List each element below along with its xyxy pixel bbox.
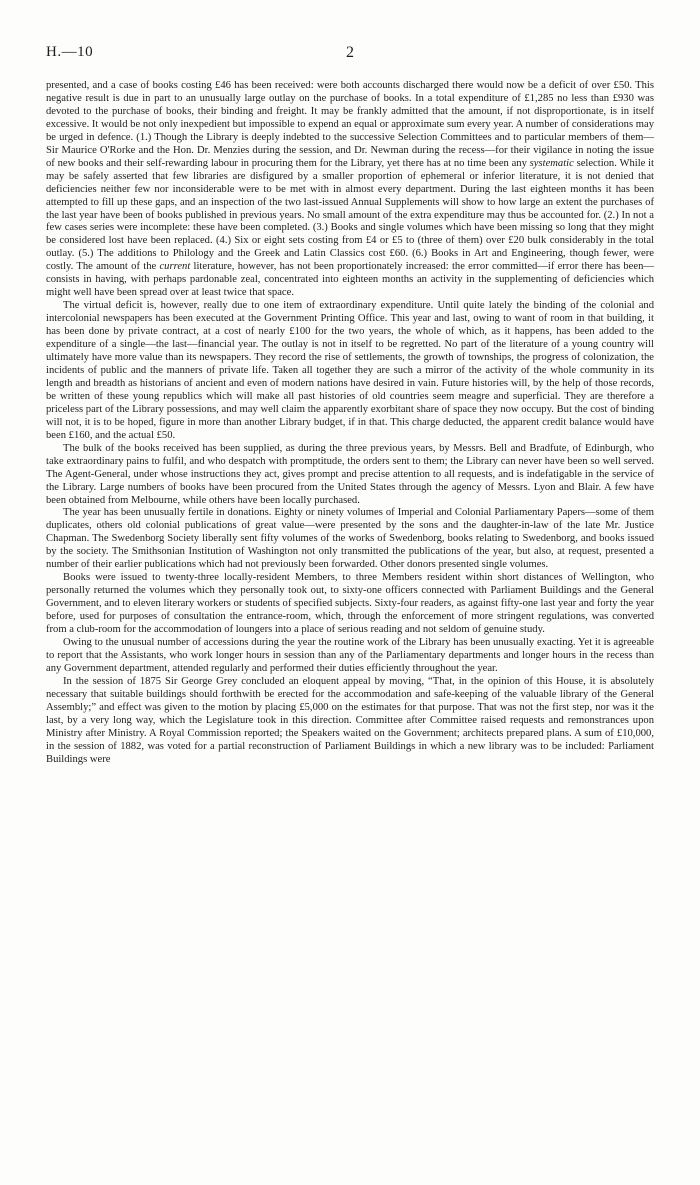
text-run: In the session of 1875 Sir George Grey concluded an eloquent appeal by moving, “That, in the opinion of this House, it is absolutely necessary that suitable buildings should forthwith be erected for the accommodation and safe-keeping of the valuable library of the General Assembly;” and effect was given to the motion by placing £5,000 on the estimates for that purpose. That was not the first step, nor was it the last, by a very long way, which the Legislature took in this direction. Committee after Committee raised requests and remonstrances upon Ministry after Ministry. A Royal Commission reported; the Speakers waited on the Government; architects prepared plans. A sum of £10,000, in the session of 1882, was voted for a partial reconstruction of Parliament Buildings in which a new library was to be included: Parliament Buildings were	[46, 675, 654, 765]
text-run: selection. While it may be safely asserted that few libraries are disfigured by a smaller proportion of ephemeral or inferior literature, it is not denied that deficiencies neither few nor inconsiderable were to be met with in almost every department. During the last eighteen months it has been attempted to fill up these gaps, and an inspection of the two last-issued Annual Supplements will show to how large an extent the purchases of the last year have been of books published in previous years. No small amount of the extra expenditure may thus be accounted for. (2.) In not a few cases series were incomplete: these have been completed. (3.) Books and single volumes which have been missing so long that they might be considered lost have been replaced. (4.) Six or eight sets costing from £4 or £5 to (three of them) over £20 bulk considerably in the total outlay. (5.) The additions to Philology and the Greek and Latin Classics cost £60. (6.) Books in Art and Engineering, though fewer, were costly. The amount of the	[46, 157, 654, 273]
paragraph	[46, 676, 654, 767]
text-run: The virtual deficit is, however, really due to one item of extraordinary expenditure. Until quite lately the binding of the colonial and intercolonial newspapers has been executed at the Government Printing Office. This year and last, owing to want of room in that building, it has been done by private contract, at a cost of nearly £100 for the two years, the whole of which, as it happens, has been added to the expenditure of a single—the last—financial year. The outlay is not in itself to be regretted. No part of the literature of a young country will ultimately have more value than its newspapers. They record the rise of settlements, the growth of townships, the progress of colonization, the incidents of public and the manners of private life. Taken all together they are such a mirror of the activity of the whole community in its length and breadth as historians of ancient and even of modern nations have desired in vain. Future histories will, by the help of those records, be written of these young republics which will make all past histories of old countries seem meagre and superficial. They are therefore a priceless part of the Library possessions, and may well claim the apparently exorbitant share of space they now occupy. But the cost of binding will not, it is to be hoped, figure in more than another Library budget, if in that. This charge deducted, the apparent credit balance would have been £160, and the actual £50.	[46, 300, 654, 441]
page-header	[46, 44, 654, 68]
paragraph	[46, 637, 654, 676]
text-run: Books were issued to twenty-three locally-resident Members, to three Members resident within short distances of Wellington, who personally returned the volumes which they personally took out, to sixty-one officers connected with Parliament Buildings and the General Government, and to eleven literary workers or students of specified subjects. Sixty-four readers, as against fifty-one last year and forty the year before, used for purposes of consultation the entrance-room, which, through the enforcement of more stringent regulations, was converted from a club-room for the accommodation of loungers into a place of serious reading and not seldom of genuine study.	[46, 572, 654, 636]
emphasis-text: current	[159, 261, 191, 273]
text-run: The year has been unusually fertile in donations. Eighty or ninety volumes of Imperial and Colonial Parliamentary Papers—some of them duplicates, others old colonial publications of great value—were presented by the sons and the daughter-in-law of the late Mr. Justice Chapman. The Swedenborg Society liberally sent fifty volumes of the works of Swedenborg, books relating to Swedenborg, and books issued by the society. The Smithsonian Institution of Washington not only transmitted the publications of the year, but also, at request, presented a number of their earlier publications which had not previously been forwarded. Other donors presented single volumes.	[46, 507, 654, 571]
body-text	[46, 80, 654, 767]
text-run: The bulk of the books received has been supplied, as during the three previous years, by Messrs. Bell and Bradfute, of Edinburgh, who take extraordinary pains to fulfil, and who despatch with promptitude, the orders sent to them; the Library can never have been so well served. The Agent-General, under whose instructions they act, gives prompt and precise attention to all requests, and is indefatigable in the service of the Library. Large numbers of books have been procured from the United States through the agency of Messrs. Lyon and Blair. A few have been obtained from Melbourne, while others have been locally purchased.	[46, 442, 654, 506]
page-number: 2	[346, 44, 354, 61]
text-run: literature, however, has not been proportionately increased: the error committed—if error there has been—consists in having, with perhaps pardonable zeal, concentrated into eighteen months an activity in the supplementing of deficiencies which might well have been spread over at least twice that space.	[46, 261, 654, 299]
document-reference: H.—10	[46, 44, 94, 60]
paragraph	[46, 300, 654, 442]
paragraph	[46, 443, 654, 508]
paragraph	[46, 80, 654, 300]
emphasis-text: systematic	[529, 157, 574, 169]
paragraph	[46, 572, 654, 637]
text-run: presented, and a case of books costing £46 has been received: were both accounts discharged there would now be a deficit of over £50. This negative result is due in part to an unusually large outlay on the purchase of books. In a total expenditure of £1,285 no less than £930 was devoted to the purchase of books, their binding and freight. It may be frankly admitted that the amount, if not disproportionate, is in itself excessive. It would be not only inexpedient but impossible to expend an equal or approximate sum every year. A number of considerations may be urged in defence. (1.) Though the Library is deeply indebted to the successive Selection Committees and to particular members of them—Sir Maurice O'Rorke and the Hon. Dr. Menzies during the session, and Dr. Newman during the recess—for their vigilance in noting the issue of new books and their self-rewarding labour in procuring them for the Library, yet there has at no time been any	[46, 80, 654, 169]
text-run: Owing to the unusual number of accessions during the year the routine work of the Library has been unusually exacting. Yet it is agreeable to report that the Assistants, who work longer hours in session than any of the Parliamentary departments and longer hours in the recess than any Government department, attended regularly and performed their duties efficiently throughout the year.	[46, 636, 654, 674]
paragraph	[46, 507, 654, 572]
